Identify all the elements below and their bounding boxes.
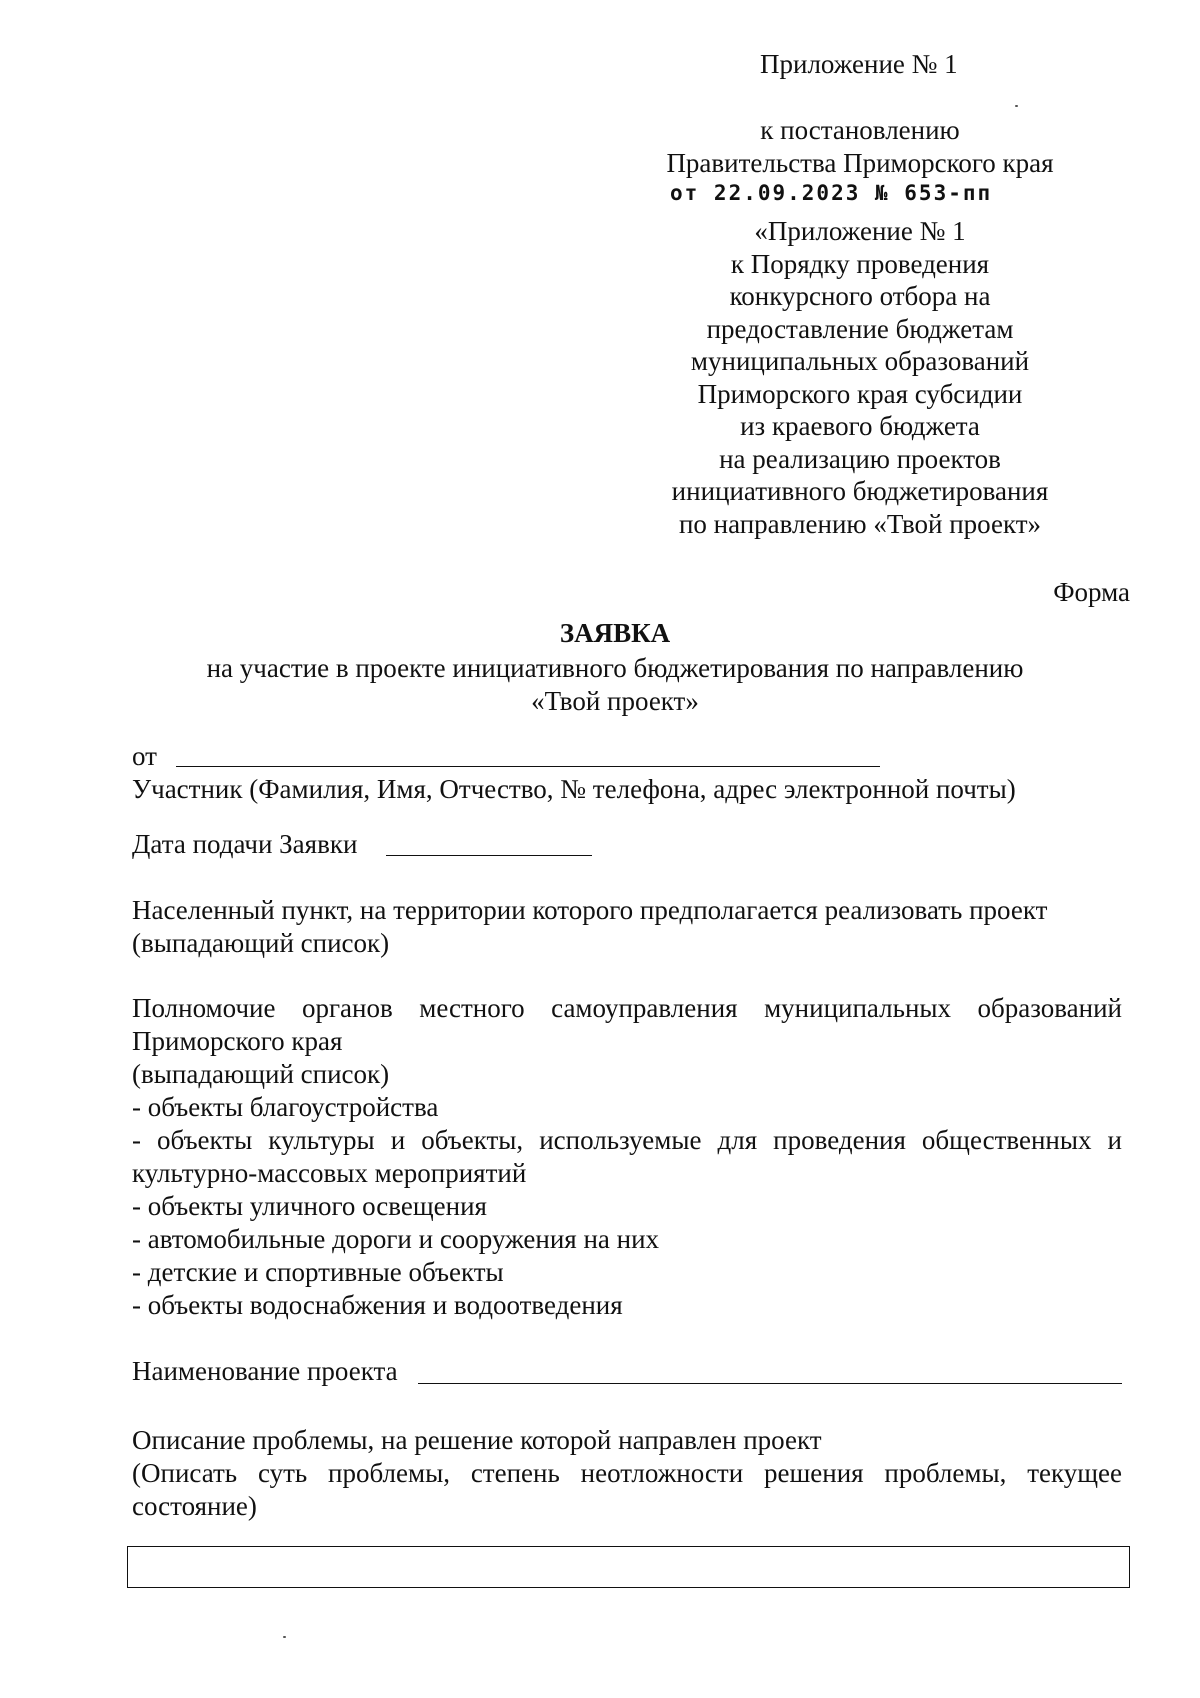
order-line: на реализацию проектов	[719, 443, 1001, 474]
order-line: к Порядку проведения	[730, 248, 990, 279]
from-input-line[interactable]	[176, 766, 880, 767]
decree-line: Правительства Приморского края	[666, 148, 1054, 178]
decree-reference	[630, 114, 1090, 180]
scan-speck	[283, 1636, 286, 1638]
order-line: муниципальных образований	[690, 346, 1030, 376]
authority-option: - объекты уличного освещения	[132, 1191, 487, 1221]
date-label: Дата подачи Заявки	[132, 829, 358, 859]
order-reference	[640, 215, 1080, 540]
scan-speck	[1015, 105, 1018, 107]
form-label: Форма	[1053, 577, 1130, 607]
authority-label-cont: Приморского края	[132, 1026, 343, 1056]
project-name-input-line[interactable]	[418, 1383, 1122, 1384]
project-name-label: Наименование проекта	[132, 1356, 398, 1386]
decree-line: к постановлению	[760, 115, 960, 145]
problem-hint: (Описать суть проблемы, степень неотложности решения проблемы, текущее	[132, 1458, 1122, 1488]
problem-label: Описание проблемы, на решение которой направлен проект	[132, 1425, 822, 1455]
decree-date-stamp: от 22.09.2023 № 653-пп	[670, 181, 993, 205]
authority-label: Полномочие органов местного самоуправления муниципальных образований	[132, 993, 1122, 1023]
settlement-label: Населенный пункт, на территории которого предполагается реализовать проект	[132, 895, 1048, 925]
date-input-line[interactable]	[386, 855, 592, 856]
subtitle-line: «Твой проект»	[531, 686, 699, 716]
document-subtitle	[0, 652, 1200, 718]
problem-description-box[interactable]	[127, 1546, 1130, 1588]
authority-option: - объекты культуры и объекты, используемые для проведения общественных и	[132, 1125, 1122, 1155]
order-line: Приморского края субсидии	[697, 378, 1023, 409]
subtitle-line: на участие в проекте инициативного бюджетирования по направлению	[206, 653, 1024, 683]
authority-option: - детские и спортивные объекты	[132, 1257, 504, 1287]
order-line: конкурсного отбора на	[729, 281, 991, 311]
document-title: ЗАЯВКА	[559, 618, 671, 648]
authority-option: - объекты благоустройства	[132, 1092, 439, 1122]
order-line: предоставление бюджетам	[706, 313, 1014, 344]
order-line: инициативного бюджетирования	[671, 476, 1049, 506]
order-line: из краевого бюджета	[740, 411, 980, 441]
authority-hint: (выпадающий список)	[132, 1059, 390, 1089]
authority-option: - автомобильные дороги и сооружения на них	[132, 1224, 660, 1254]
from-label: от	[132, 741, 157, 771]
settlement-hint: (выпадающий список)	[132, 928, 390, 958]
problem-hint-cont: состояние)	[132, 1491, 257, 1521]
participant-caption: Участник (Фамилия, Имя, Отчество, № телефона, адрес электронной почты)	[132, 774, 1016, 804]
authority-option: - объекты водоснабжения и водоотведения	[132, 1290, 623, 1320]
authority-option-cont: культурно-массовых мероприятий	[132, 1158, 527, 1188]
order-line: по направлению «Твой проект»	[678, 508, 1042, 539]
order-line: «Приложение № 1	[754, 216, 966, 246]
appendix-title: Приложение № 1	[760, 49, 958, 79]
